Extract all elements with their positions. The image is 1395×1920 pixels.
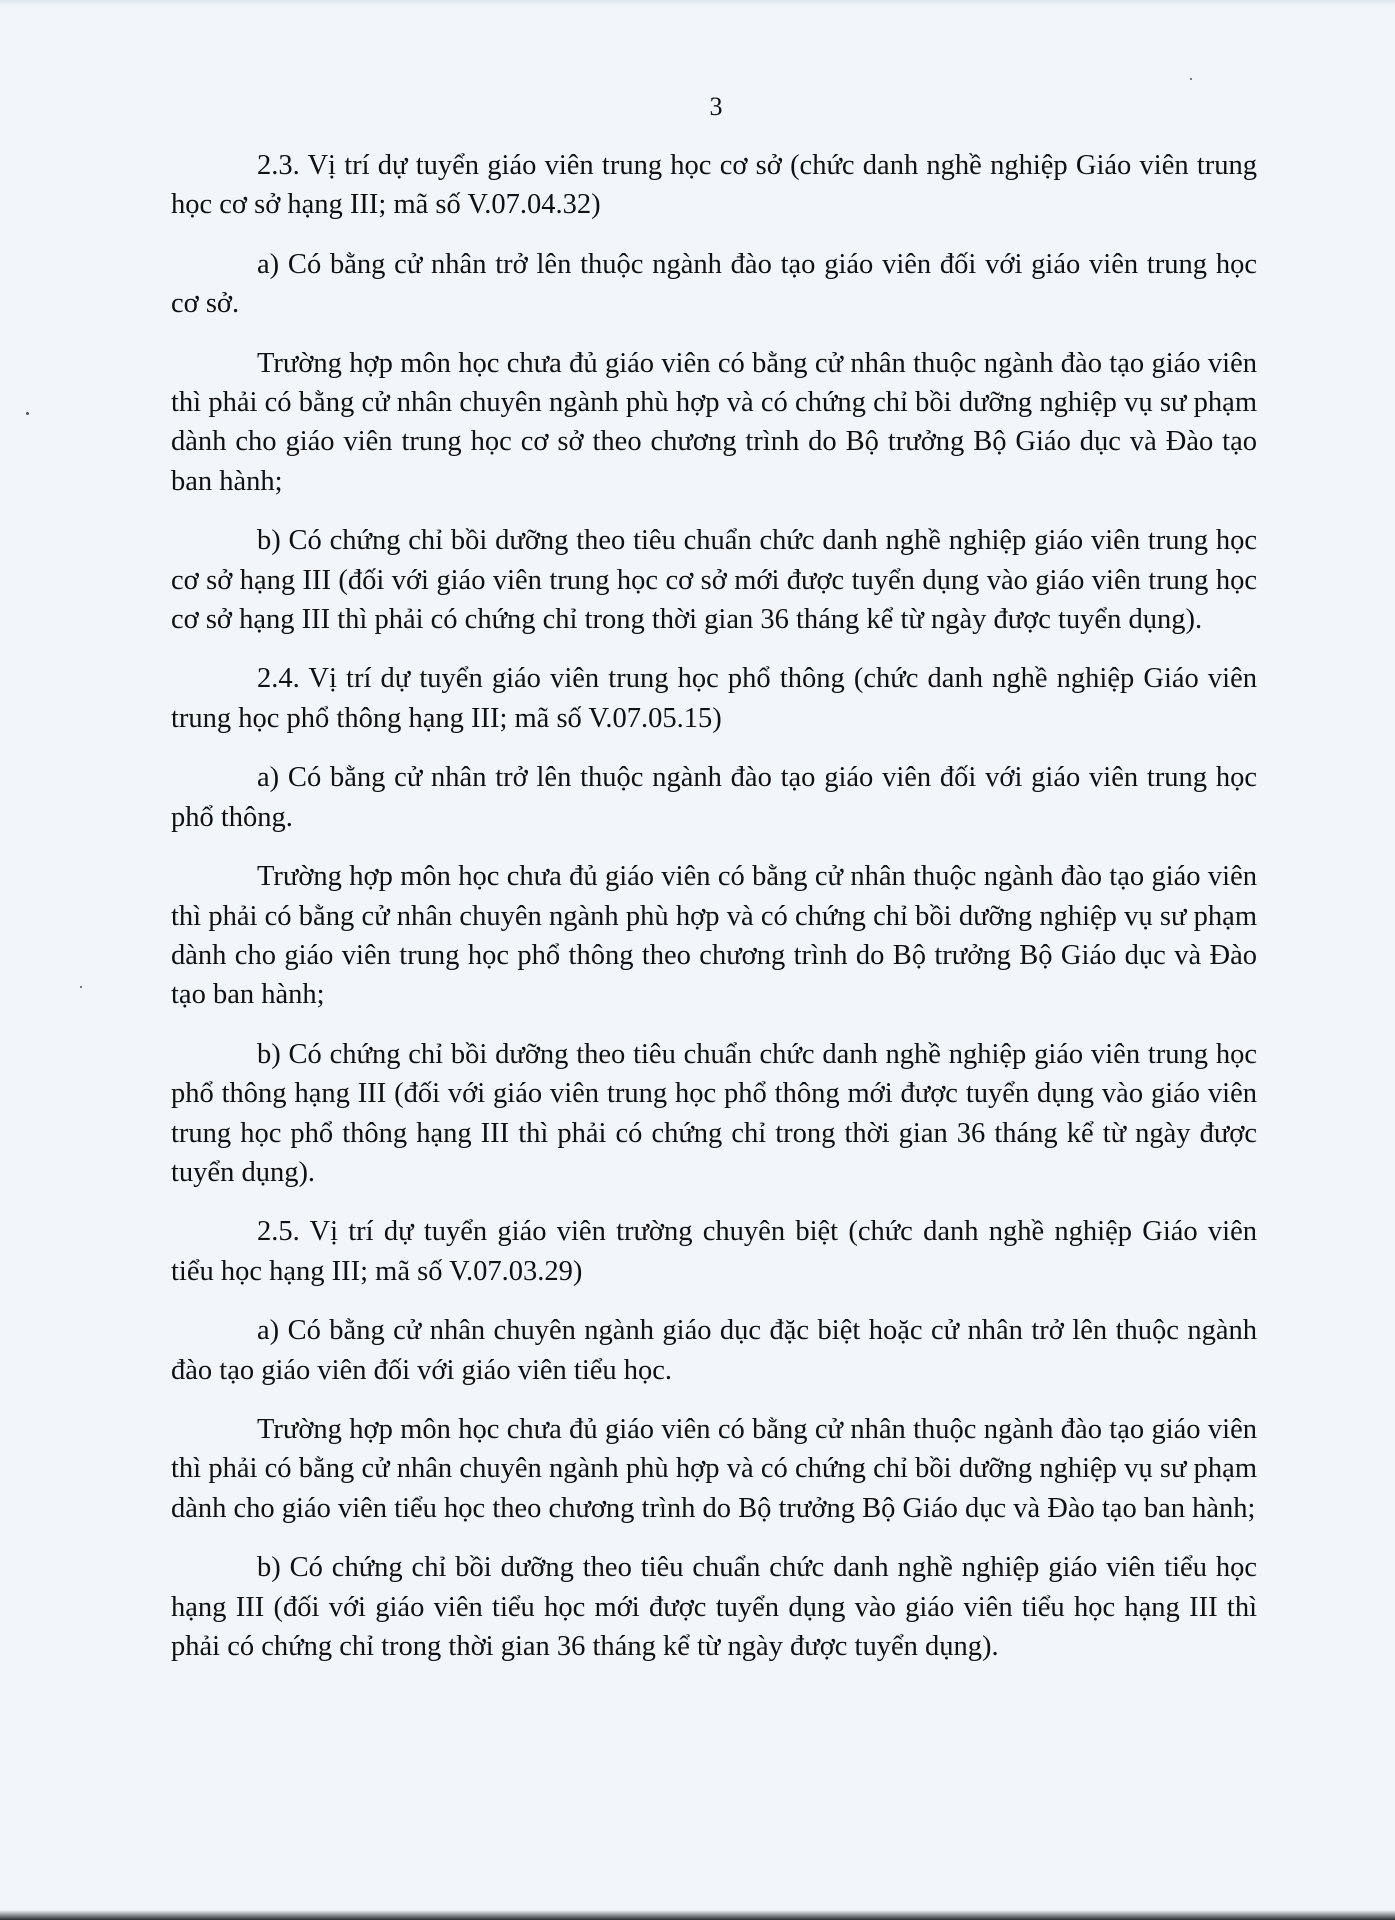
section-heading-2-3: 2.3. Vị trí dự tuyển giáo viên trung học cơ sở (chức danh nghề nghiệp Giáo viên trung học cơ sở hạng III; mã số V.07.04.32) (171, 150, 1257, 221)
page-number: 3 (709, 92, 723, 121)
paragraph-2-3-b: b) Có chứng chỉ bồi dưỡng theo tiêu chuẩn chức danh nghề nghiệp giáo viên trung học cơ sở hạng III (đối với giáo viên trung học cơ sở mới được tuyển dụng vào giáo viên trung học cơ sở hạng III thì phải có chứng chỉ trong thời gian 36 tháng kể từ ngày được tuyển dụng). (171, 525, 1257, 636)
paragraph-2-5-exception: Trường hợp môn học chưa đủ giáo viên có bằng cử nhân thuộc ngành đào tạo giáo viên thì phải có bằng cử nhân chuyên ngành phù hợp và có chứng chỉ bồi dưỡng nghiệp vụ sư phạm dành cho giáo viên tiểu học theo chương trình do Bộ trưởng Bộ Giáo dục và Đào tạo ban hành; (171, 1413, 1257, 1524)
paragraph-2-5-b: b) Có chứng chỉ bồi dưỡng theo tiêu chuẩn chức danh nghề nghiệp giáo viên tiểu học hạng III (đối với giáo viên tiểu học mới được tuyển dụng vào giáo viên tiểu học hạng III thì phải có chứng chỉ trong thời gian 36 tháng kể từ ngày được tuyển dụng). (171, 1552, 1257, 1662)
paragraph-2-5-a: a) Có bằng cử nhân chuyên ngành giáo dục đặc biệt hoặc cử nhân trở lên thuộc ngành đào tạo giáo viên đối với giáo viên tiểu học. (171, 1315, 1257, 1386)
section-heading-2-5: 2.5. Vị trí dự tuyển giáo viên trường chuyên biệt (chức danh nghề nghiệp Giáo viên tiểu học hạng III; mã số V.07.03.29) (171, 1216, 1257, 1287)
scan-edge-top (0, 0, 1395, 6)
scan-speck (1190, 78, 1192, 80)
paragraph-2-4-exception: Trường hợp môn học chưa đủ giáo viên có bằng cử nhân thuộc ngành đào tạo giáo viên thì phải có bằng cử nhân chuyên ngành phù hợp và có chứng chỉ bồi dưỡng nghiệp vụ sư phạm dành cho giáo viên trung học phổ thông theo chương trình do Bộ trưởng Bộ Giáo dục và Đào tạo ban hành; (171, 861, 1257, 1011)
scan-speck (80, 986, 82, 988)
section-heading-2-4: 2.4. Vị trí dự tuyển giáo viên trung học phổ thông (chức danh nghề nghiệp Giáo viên trung học phổ thông hạng III; mã số V.07.05.15) (171, 663, 1257, 734)
scan-edge-bottom (0, 1910, 1395, 1920)
paragraph-2-4-a: a) Có bằng cử nhân trở lên thuộc ngành đào tạo giáo viên đối với giáo viên trung học phổ thông. (171, 762, 1257, 833)
paragraph-2-4-b: b) Có chứng chỉ bồi dưỡng theo tiêu chuẩn chức danh nghề nghiệp giáo viên trung học phổ thông hạng III (đối với giáo viên trung học phổ thông mới được tuyển dụng vào giáo viên trung học phổ thông hạng III thì phải có chứng chỉ trong thời gian 36 tháng kể từ ngày được tuyển dụng). (171, 1038, 1257, 1188)
paragraph-2-3-exception: Trường hợp môn học chưa đủ giáo viên có bằng cử nhân thuộc ngành đào tạo giáo viên thì phải có bằng cử nhân chuyên ngành phù hợp và có chứng chỉ bồi dưỡng nghiệp vụ sư phạm dành cho giáo viên trung học cơ sở theo chương trình do Bộ trưởng Bộ Giáo dục và Đào tạo ban hành; (171, 347, 1257, 497)
paragraph-2-3-a: a) Có bằng cử nhân trở lên thuộc ngành đào tạo giáo viên đối với giáo viên trung học cơ sở. (171, 248, 1257, 320)
document-body (171, 146, 1257, 1666)
scan-speck (26, 412, 29, 415)
